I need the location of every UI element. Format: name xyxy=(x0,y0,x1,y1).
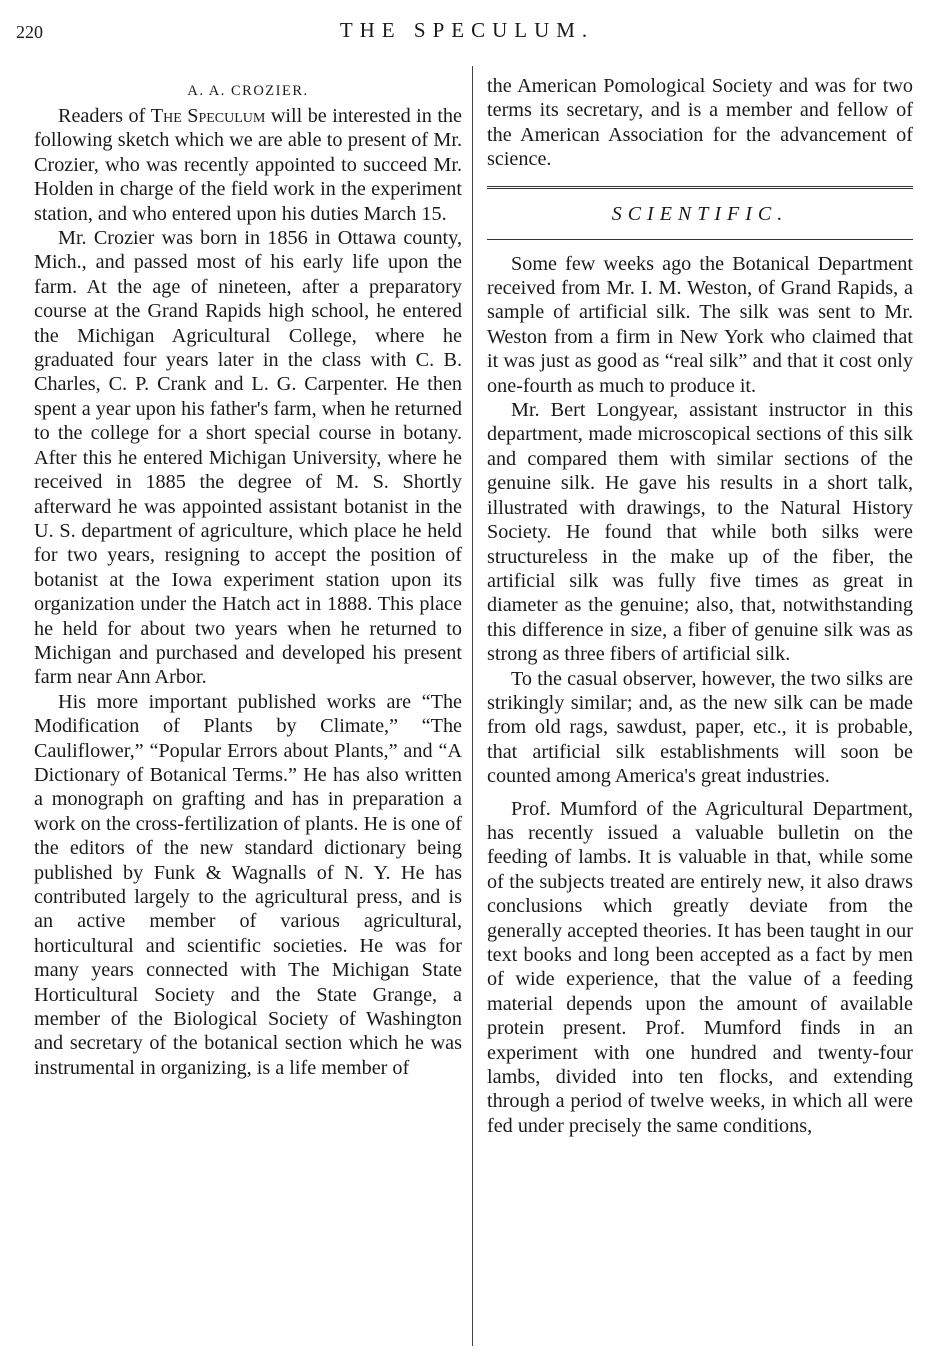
paragraph-intro xyxy=(34,104,462,226)
paragraph-biography: Mr. Crozier was born in 1856 in Ottawa county, Mich., and passed most of his early life upon the farm. At the age of nineteen, after a preparatory course at the Grand Rapids high school, he entered the Michigan Agricultural College, where he graduated four years later in the class with C. B. Charles, C. P. Crank and L. G. Carpenter. He then spent a year upon his father's farm, when he returned to the college for a short special course in botany. After this he entered Michigan University, where he received in 1885 the degree of M. S. Shortly afterward he was appointed assistant botanist in the U. S. department of agriculture, which place he held for two years, resigning to accept the position of botanist at the Iowa experiment station upon its organization under the Hatch act in 1888. This place he held for about two years when he returned to Michigan and purchased and developed his present farm near Ann Arbor. xyxy=(34,227,462,689)
intro-text-start: Readers of xyxy=(58,105,151,127)
right-column xyxy=(487,74,913,1138)
paragraph-gap xyxy=(487,789,913,797)
article-heading: A. A. CROZIER. xyxy=(187,83,309,99)
paragraph-continuation: the American Pomological Society and was for two terms its secretary, and is a member and fellow of the American Association for the advancement of science. xyxy=(487,75,913,171)
intro-text-end: will be interested in the following sketch which we are able to present of Mr. Crozier, who was recently appointed to succeed Mr. Holden in charge of the field work in the experiment station, and who entered upon his duties March 15. xyxy=(34,105,462,225)
page-header xyxy=(16,18,918,48)
column-divider xyxy=(472,66,473,1346)
journal-name: The Speculum xyxy=(150,105,266,127)
section-rule-top xyxy=(487,186,913,189)
section-rule-bottom xyxy=(487,239,913,240)
paragraph-microscopy: Mr. Bert Longyear, assistant instructor in this department, made microscopical sections of this silk and compared them with similar sections of the genuine silk. He gave his results in a short talk, illustrated with drawings, to the Natural History Society. He found that while both silks were structureless in the make up of the fiber, the artificial silk was fully five times as great in diameter as the genuine; also, that, notwithstanding this difference in size, a fiber of genuine silk was as strong as three fibers of artificial silk. xyxy=(487,399,913,666)
paragraph-lambs: Prof. Mumford of the Agricultural Department, has recently issued a valuable bulletin on the feeding of lambs. It is valuable in that, while some of the subjects treated are entirely new, it also draws conclusions which greatly deviate from the generally accepted theories. It has been taught in our text books and long been accepted as a fact by men of wide experience, that the value of a feeding material depends upon the amount of available protein present. Prof. Mumford finds in an experiment with one hundred and twenty-four lambs, divided into ten flocks, and extending through a period of twelve weeks, in which all were fed under precisely the same conditions, xyxy=(487,797,913,1137)
paragraph-works: His more important published works are “The Modification of Plants by Climate,” “The Cauliflower,” “Popular Errors about Plants,” and “A Dictionary of Botanical Terms.” He has also written a monograph on grafting and has in preparation a work on the cross-fertilization of plants. He is one of the editors of the new standard dictionary being published by Funk & Wagnalls of N. Y. He has contributed largely to the agricultural press, and is an active member of various agricultural, horticultural and scientific societies. He was for many years connected with The Michigan State Horticultural Society and the State Grange, a member of the Biological Society of Washington and secretary of the botanical section which he was instrumental in organizing, is a life member of xyxy=(34,690,462,1079)
left-column xyxy=(34,74,462,1080)
section-heading: SCIENTIFIC. xyxy=(611,202,789,225)
paragraph-observer: To the casual observer, however, the two silks are strikingly similar; and, as the new silk can be made from old rags, sawdust, paper, etc., it is probable, that artificial silk establishments will soon be counted among America's great industries. xyxy=(487,667,913,788)
page-number: 220 xyxy=(16,22,43,42)
paragraph-artificial-silk: Some few weeks ago the Botanical Department received from Mr. I. M. Weston, of Grand Rapids, a sample of artificial silk. The silk was sent to Mr. Weston from a firm in New York who claimed that it was just as good as “real silk” and that it cost only one-fourth as much to produce it. xyxy=(487,252,913,397)
running-title: THE SPECULUM. xyxy=(339,18,595,42)
